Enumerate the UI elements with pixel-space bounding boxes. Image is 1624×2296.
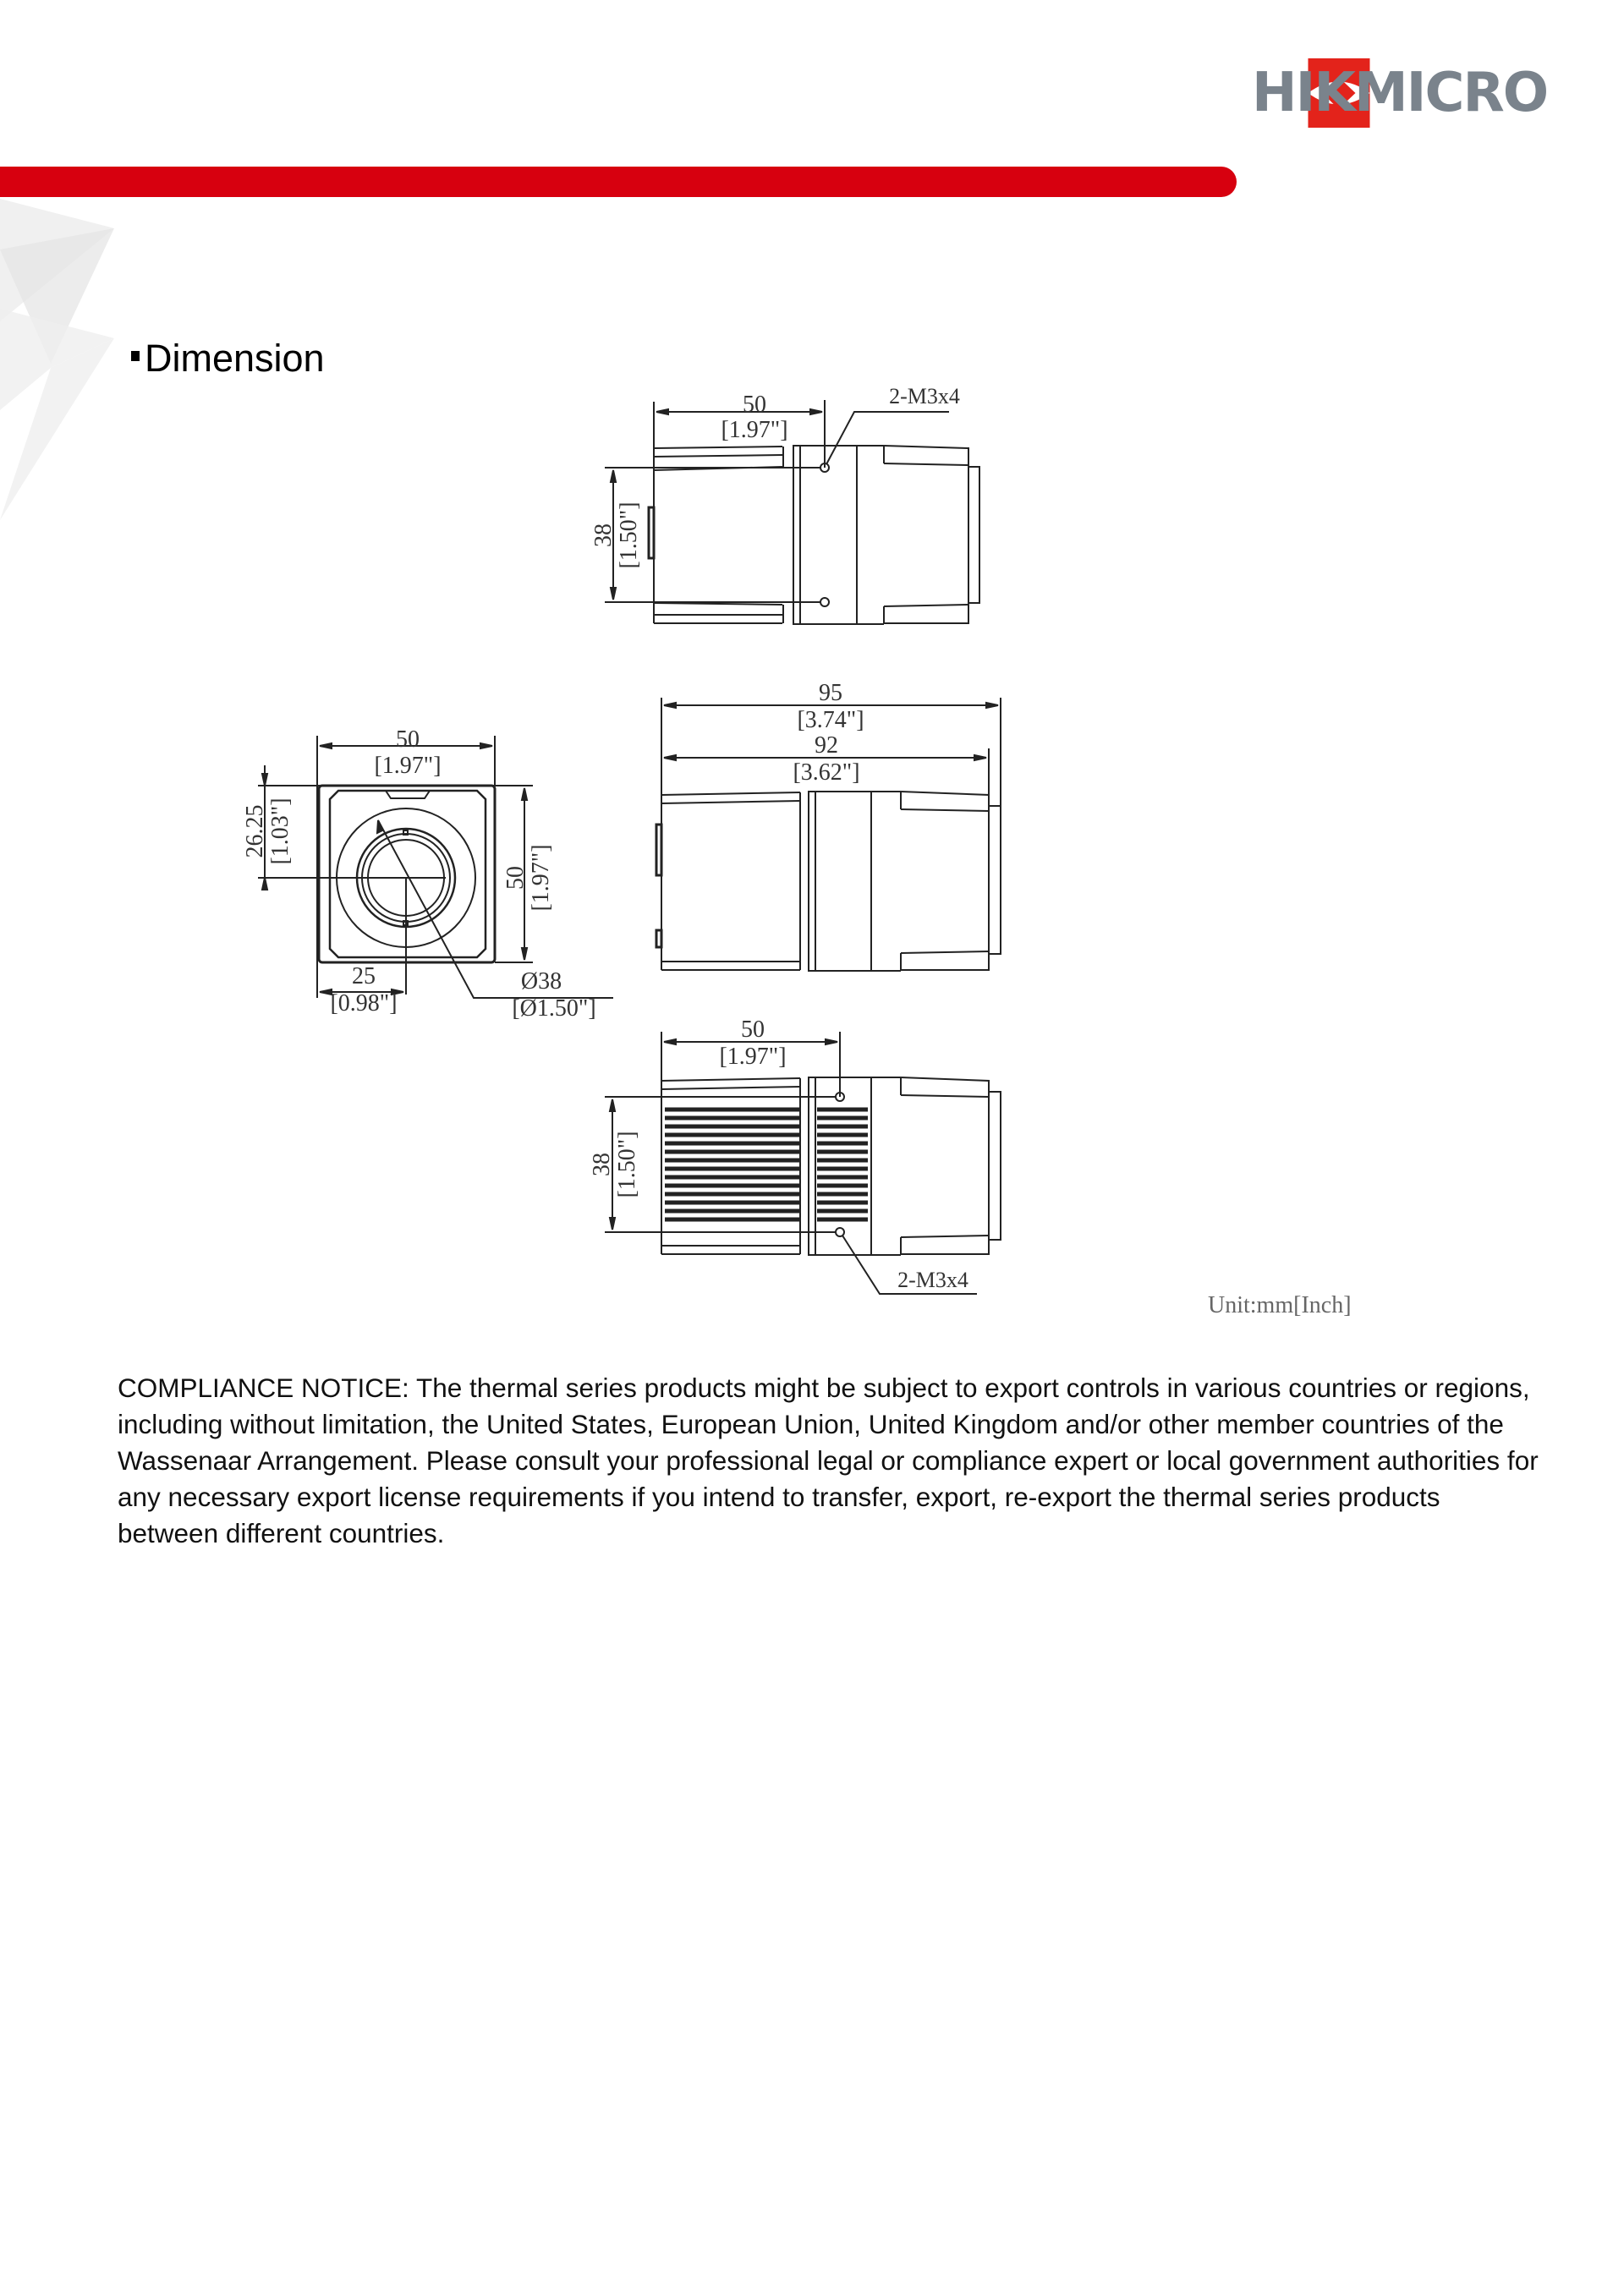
top-view bbox=[590, 384, 979, 624]
bottom-width-in: [1.97"] bbox=[719, 1044, 787, 1070]
top-screw-label: 2-M3x4 bbox=[889, 384, 960, 408]
top-height-mm: 38 bbox=[590, 523, 617, 547]
bottom-width-mm: 50 bbox=[741, 1016, 765, 1043]
side-body-in: [3.62"] bbox=[793, 759, 860, 786]
brand-name: HIKMICRO bbox=[1252, 62, 1548, 124]
top-width-mm: 50 bbox=[743, 392, 766, 418]
bottom-view bbox=[589, 1016, 1001, 1294]
front-diameter-in: [Ø1.50"] bbox=[512, 995, 596, 1022]
compliance-notice: COMPLIANCE NOTICE: The thermal series products might be subject to export controls in various countries or regions, including without limitation, the United States, European Union, United Kingdom and/or other member countries of the Wassenaar Arrangement. Please consult your professional legal or compliance expert or local government authorities for any necessary export license requirements if you intend to transfer, export, re-export the thermal series products between different countries. bbox=[118, 1373, 1539, 1548]
front-diameter-mm: Ø38 bbox=[520, 968, 562, 995]
section-title: Dimension bbox=[145, 337, 325, 380]
side-length-in: [3.74"] bbox=[797, 707, 864, 733]
front-offset-in: [1.03"] bbox=[267, 797, 294, 865]
front-center-in: [0.98"] bbox=[330, 990, 398, 1016]
front-width-in: [1.97"] bbox=[374, 753, 442, 779]
side-body-mm: 92 bbox=[815, 732, 838, 759]
front-offset-mm: 26.25 bbox=[242, 804, 268, 858]
vent-grille bbox=[665, 1110, 868, 1219]
unit-label: Unit:mm[Inch] bbox=[1208, 1292, 1352, 1318]
top-height-in: [1.50"] bbox=[616, 501, 642, 569]
front-view bbox=[242, 726, 613, 1022]
front-height-mm: 50 bbox=[502, 866, 529, 890]
side-view bbox=[656, 680, 1001, 971]
front-center-mm: 25 bbox=[352, 963, 376, 989]
top-width-in: [1.97"] bbox=[721, 417, 788, 443]
bottom-height-in: [1.50"] bbox=[614, 1131, 640, 1198]
side-length-mm: 95 bbox=[819, 680, 842, 706]
bottom-height-mm: 38 bbox=[589, 1153, 615, 1176]
bottom-screw-label: 2-M3x4 bbox=[897, 1268, 968, 1292]
front-width-mm: 50 bbox=[396, 726, 420, 753]
front-height-in: [1.97"] bbox=[528, 844, 554, 912]
